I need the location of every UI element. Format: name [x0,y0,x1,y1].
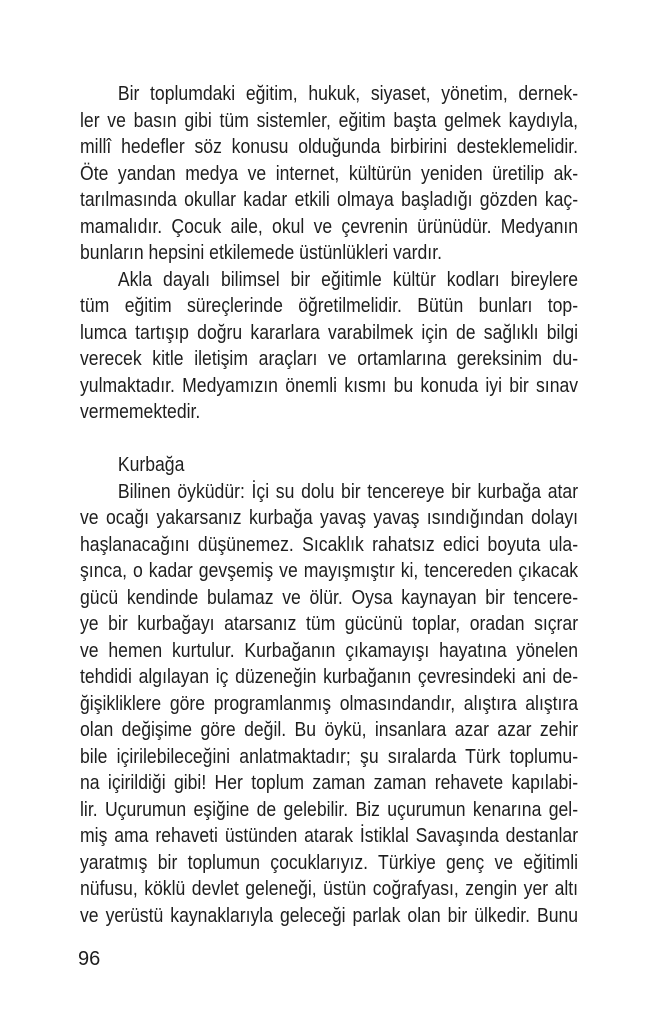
section-heading: Kurbağa [117,454,185,476]
text-line: tarılmasında okullar kadar etkili olmaya başladığı gözden kaç- [80,189,579,211]
text-line: miş ama rehaveti üstünden atarak İstiklal Savaşında destanlar [80,825,579,847]
paragraph-spacer [80,426,578,453]
text-line: bunların hepsini etkilemede üstünlükleri vardır. [80,242,442,264]
text-line: na içirildiği gibi! Her toplum zaman zaman rehavete kapılabi- [80,772,579,794]
text-line: tehdidi algılayan iç düzeneğin kurbağanın çevresindeki ani de- [80,666,579,688]
text-line: yulmaktadır. Medyamızın önemli kısmı bu konuda iyi bir sınav [80,374,579,397]
text-line: lumca tartışıp doğru kararlara varabilmek için de sağlıklı bilgi [80,321,579,344]
text-line: olan değişime göre değil. Bu öykü, insanlara azar azar zehir [80,719,579,741]
text-line: Bilinen öyküdür: İçi su dolu bir tencereye bir kurbağa atar [117,480,579,503]
text-line: Bir toplumdaki eğitim, hukuk, siyaset, yönetim, dernek- [117,83,579,105]
text-line: şınca, o kadar gevşemiş ve mayışmıştır ki, tencereden çıkacak [80,560,579,582]
text-line: ve yerüstü kaynaklarıyla geleceği parlak olan bir ülkedir. Bunu [80,904,579,927]
text-line: gücü kendinde bulamaz ve ölür. Oysa kaynayan bir tencere- [80,586,579,609]
text-line: lir. Uçurumun eşiğine de gelebilir. Biz uçurumun kenarına gel- [80,798,579,821]
text-line: vermemektedir. [80,401,201,423]
text-line: Akla dayalı bilimsel bir eğitimle kültür kodları bireylere [117,268,579,291]
text-line: nüfusu, köklü devlet geleneği, üstün coğrafyası, zengin yer altı [80,878,579,900]
text-line: Öte yandan medya ve internet, kültürün yeniden üretilip ak- [80,162,579,185]
text-line: ğişikliklere göre programlanmış olmasındandır, alıştıra alıştıra [80,692,579,715]
text-line: yaratmış bir toplumun çocuklarıyız. Türkiye genç ve eğitimli [80,851,579,874]
page-number: 96 [78,948,101,970]
text-line: ler ve basın gibi tüm sistemler, eğitim başta gelmek kaydıyla, [80,109,579,132]
text-line: ve ocağı yakarsanız kurbağa yavaş yavaş ısındığından dolayı [80,507,579,529]
text-block [80,81,578,929]
text-line: tüm eğitim süreçlerinde öğretilmelidir. Bütün bunları top- [80,295,579,317]
text-line: bile içirilebileceğini anlatmaktadır; şu sıralarda Türk toplumu- [80,745,579,768]
text-line: verecek kitle iletişim araçları ve ortamlarına gereksinim du- [80,348,579,370]
text-line: haşlanacağını düşünemez. Sıcaklık rahatsız edici boyuta ula- [80,533,579,556]
text-line: ye bir kurbağayı atarsanız tüm gücünü toplar, oradan sıçrar [80,613,579,635]
text-line: mamalıdır. Çocuk aile, okul ve çevrenin ürünüdür. Medyanın [80,215,579,238]
text-line: millî hedefler söz konusu olduğunda birbirini desteklemelidir. [80,136,579,158]
text-line: ve hemen kurtulur. Kurbağanın çıkamayışı hayatına yönelen [80,639,579,662]
